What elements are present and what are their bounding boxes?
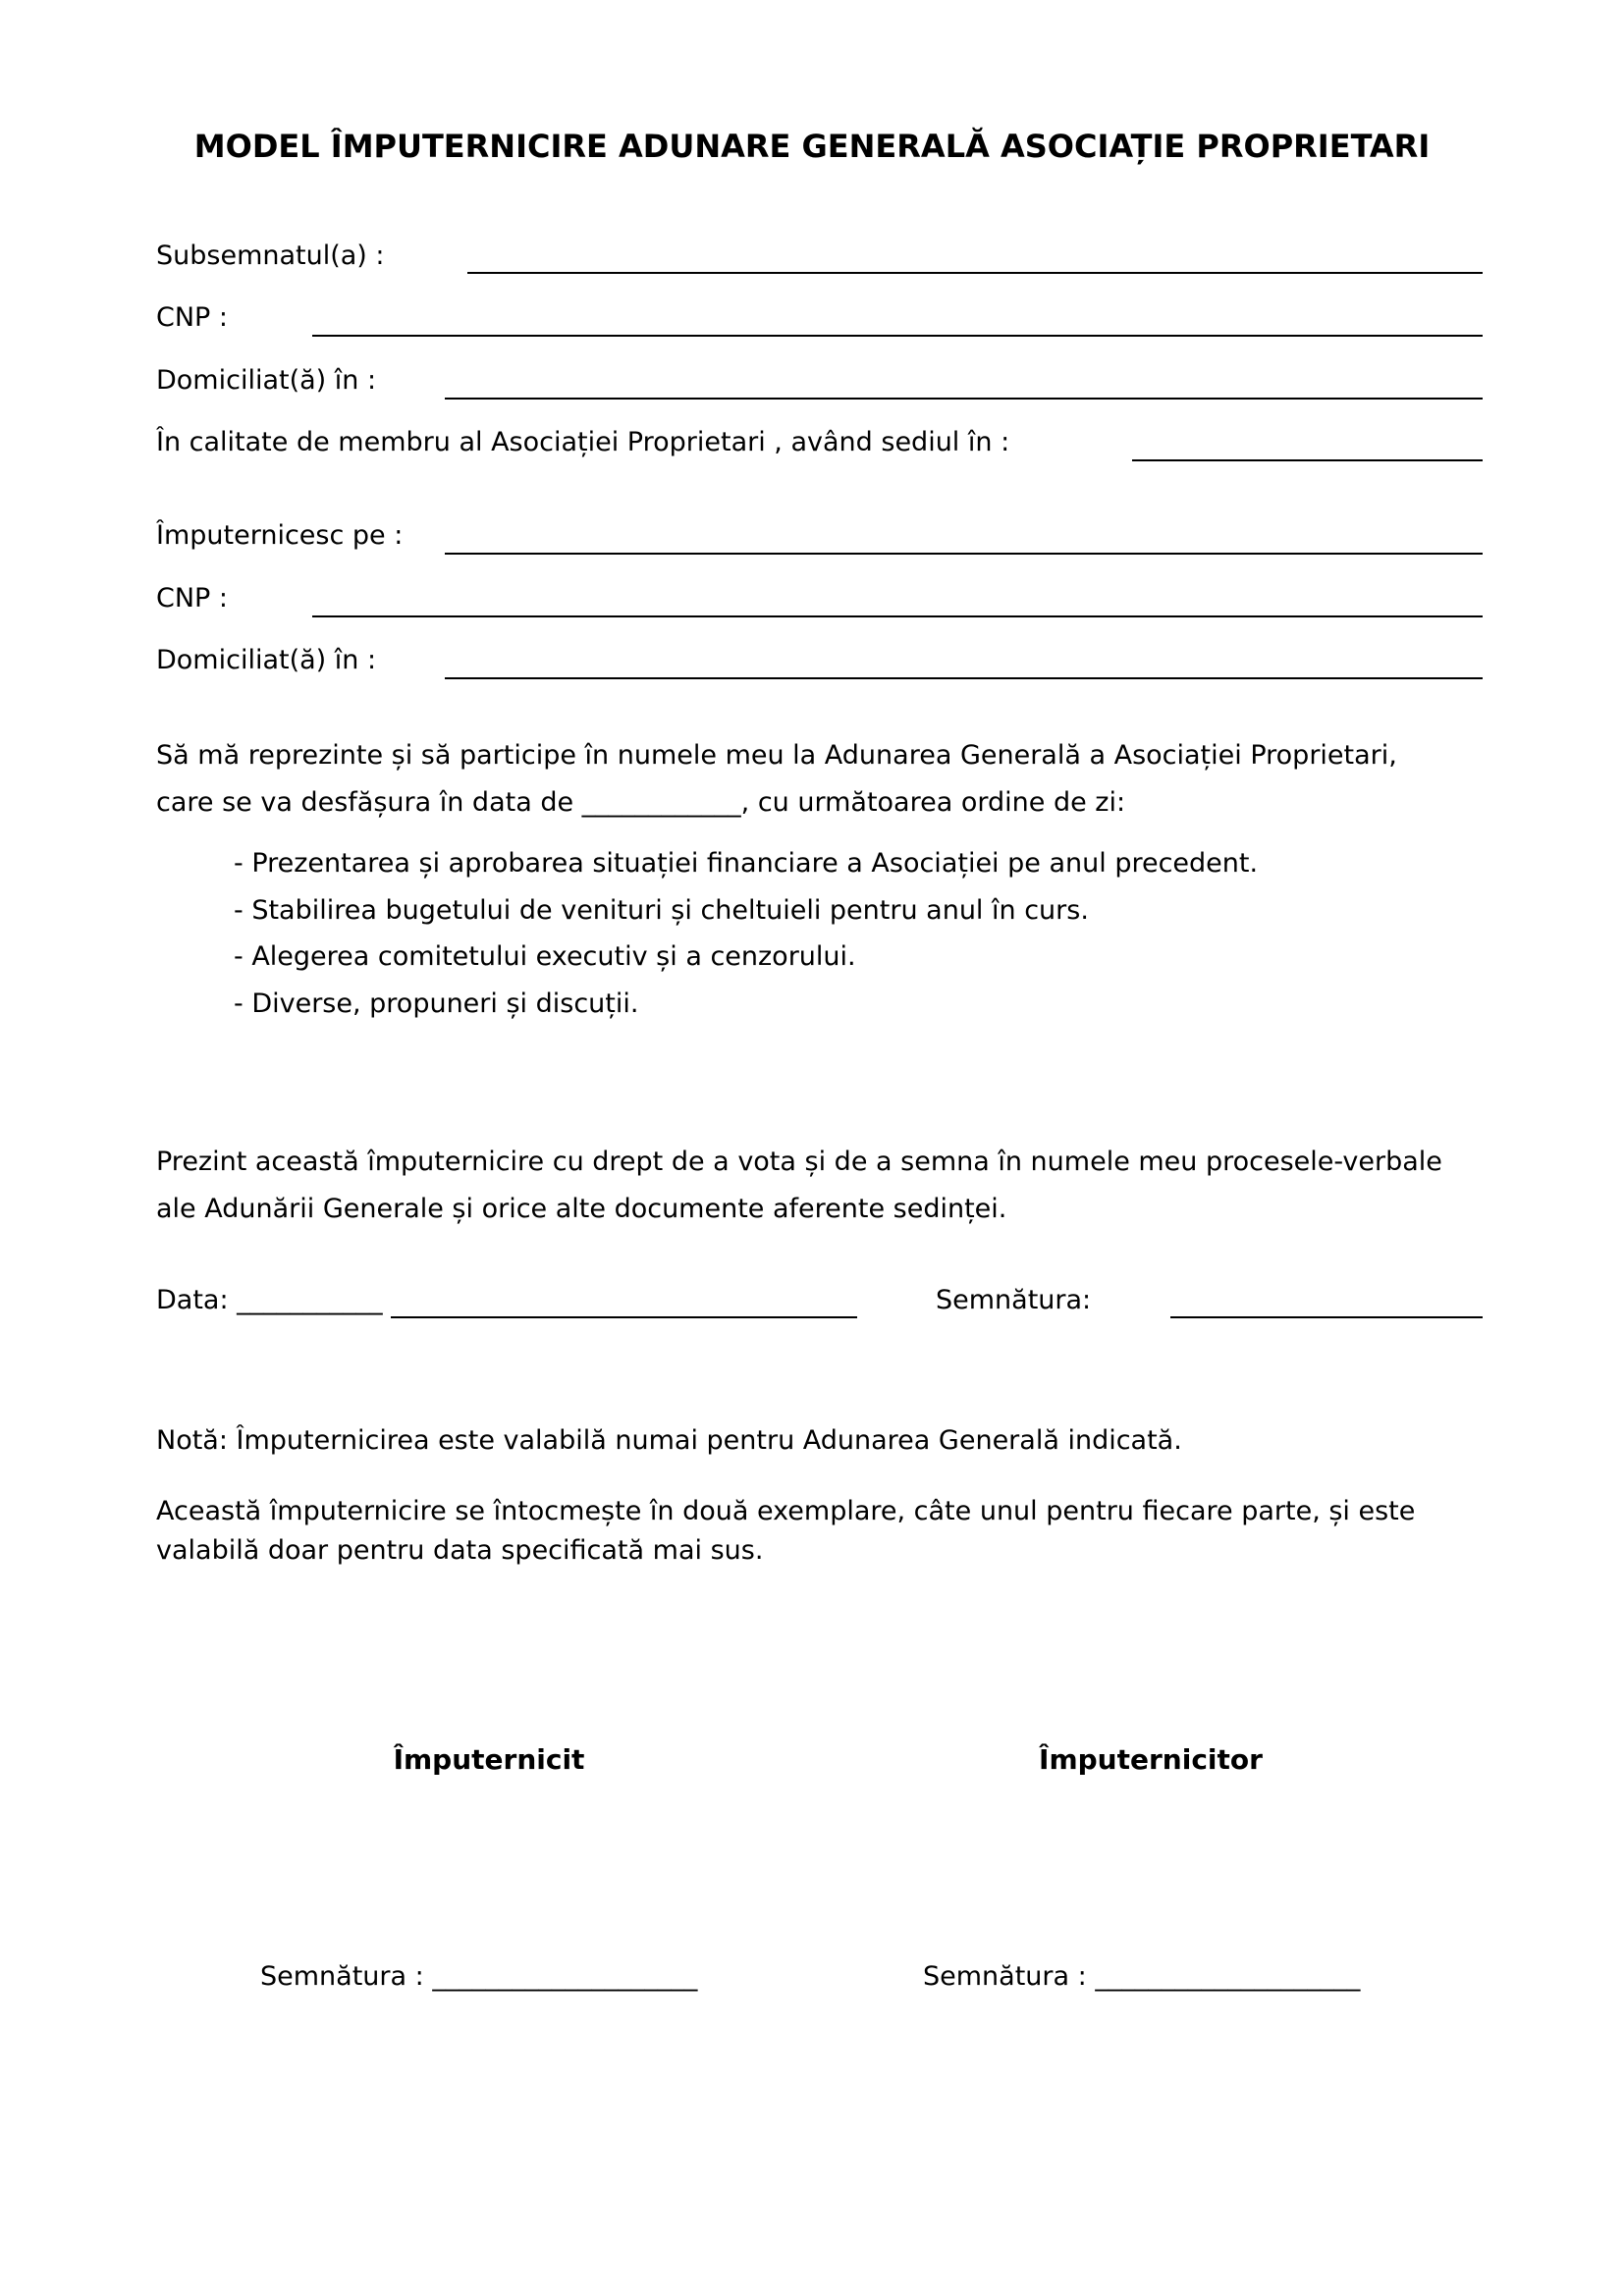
copies-note-line-1: Această împuternicire se întocmește în două exemplare, câte unul pentru fiecare parte, și este xyxy=(156,1496,1416,1526)
signature-label: Semnătura: xyxy=(936,1285,1092,1315)
grantor-heading: Împuternicitor xyxy=(1039,1743,1263,1776)
grantor-address-label: Domiciliat(ă) în : xyxy=(156,365,377,396)
proxy-heading: Împuternicit xyxy=(393,1743,585,1776)
proxy-name-label: Împuternicesc pe : xyxy=(156,520,404,551)
agenda-item: - Prezentarea și aprobarea situației financiare a Asociației pe anul precedent. xyxy=(234,848,1259,879)
agenda-intro-line-1: Să mă reprezinte și să participe în numele meu la Adunarea Generală a Asociației Proprietari, xyxy=(156,740,1397,771)
agenda-intro-line-2: care se va desfășura în data de ____________, cu următoarea ordine de zi: xyxy=(156,787,1126,818)
rights-line-1: Prezint această împuternicire cu drept de a vota și de a semna în numele meu procesele-verbale xyxy=(156,1147,1442,1177)
agenda-item: - Alegerea comitetului executiv și a cenzorului. xyxy=(234,941,856,972)
rights-line-2: ale Adunării Generale și orice alte documente aferente sedinței. xyxy=(156,1194,1007,1224)
grantor-name-field[interactable] xyxy=(467,272,1483,274)
grantor-address-field[interactable] xyxy=(445,398,1483,400)
grantor-name-label: Subsemnatul(a) : xyxy=(156,240,385,271)
proxy-cnp-label: CNP : xyxy=(156,583,229,614)
proxy-signature-line: Semnătura : ____________________ xyxy=(260,1961,698,1992)
proxy-name-field[interactable] xyxy=(445,553,1483,555)
proxy-cnp-field[interactable] xyxy=(312,615,1483,617)
validity-note: Notă: Împuternicirea este valabilă numai pentru Adunarea Generală indicată. xyxy=(156,1425,1182,1456)
grantor-signature-line: Semnătura : ____________________ xyxy=(923,1961,1361,1992)
copies-note-line-2: valabilă doar pentru data specificată mai sus. xyxy=(156,1535,764,1566)
date-label: Data: ___________ xyxy=(156,1285,383,1315)
proxy-address-field[interactable] xyxy=(445,677,1483,679)
grantor-cnp-label: CNP : xyxy=(156,302,229,333)
date-field[interactable] xyxy=(391,1316,857,1318)
agenda-item: - Diverse, propuneri și discuții. xyxy=(234,988,639,1019)
membership-label: În calitate de membru al Asociației Proprietari , având sediul în : xyxy=(156,427,1010,457)
agenda-item: - Stabilirea bugetului de venituri și cheltuieli pentru anul în curs. xyxy=(234,895,1089,926)
signature-field[interactable] xyxy=(1170,1316,1483,1318)
document-title: MODEL ÎMPUTERNICIRE ADUNARE GENERALĂ ASOCIAȚIE PROPRIETARI xyxy=(193,128,1431,165)
association-address-field[interactable] xyxy=(1132,459,1483,461)
proxy-address-label: Domiciliat(ă) în : xyxy=(156,645,377,675)
grantor-cnp-field[interactable] xyxy=(312,335,1483,337)
